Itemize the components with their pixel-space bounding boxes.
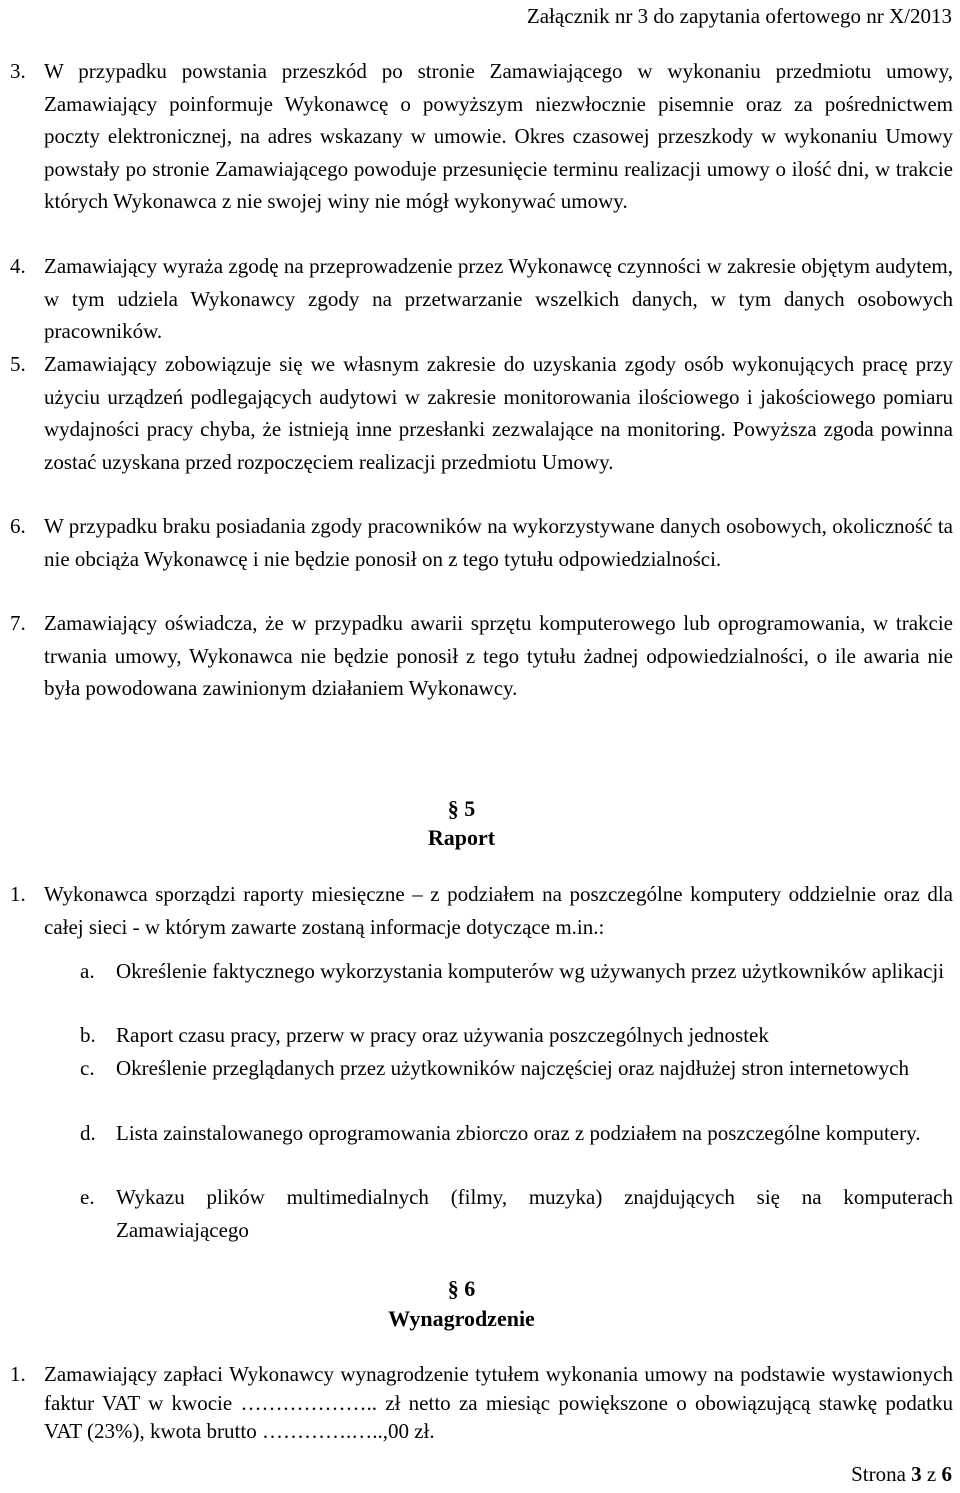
list-item-3	[10, 55, 953, 218]
item-text: Wykonawca sporządzi raporty miesięczne – z podziałem na poszczególne komputery oddzielnie oraz dla całej sieci - w którym zawarte zostaną informacje dotyczące m.in.:	[44, 882, 953, 939]
sub-item-text: Określenie przeglądanych przez użytkowników najczęściej oraz najdłużej stron internetowych	[116, 1056, 909, 1080]
item-number: 1.	[10, 1362, 26, 1386]
document-header: Załącznik nr 3 do zapytania ofertowego nr X/2013	[526, 4, 952, 28]
item-text: Zamawiający zapłaci Wykonawcy wynagrodzenie tytułem wykonania umowy na podstawie wystawionych faktur VAT w kwocie ……………….. zł netto za miesiąc powiększone o obowiązującą stawkę podatku VAT (23%), kwota brutto ………….…..,00 zł.	[44, 1362, 953, 1443]
item-number: 1.	[10, 882, 26, 906]
section-6-item-1	[10, 1360, 953, 1446]
item-text: Zamawiający oświadcza, że w przypadku awarii sprzętu komputerowego lub oprogramowania, w trakcie trwania umowy, Wykonawca nie będzie ponosił z tego tytułu żadnej odpowiedzialności, o ile awaria nie była powodowana zawinionym działaniem Wykonawcy.	[44, 611, 953, 700]
section-5-title: Raport	[427, 825, 496, 850]
section-5-item-1	[10, 878, 953, 943]
list-item-7	[10, 607, 953, 705]
item-number: 4.	[10, 254, 26, 278]
page-number-current: 3	[911, 1462, 922, 1486]
item-number: 6.	[10, 514, 26, 538]
sub-item-text: Wykazu plików multimedialnych (filmy, muzyka) znajdujących się na komputerach Zamawiającego	[116, 1185, 953, 1242]
item-text: W przypadku braku posiadania zgody pracowników na wykorzystywane danych osobowych, okoliczność ta nie obciąża Wykonawcę i nie będzie ponosił on z tego tytułu odpowiedzialności.	[44, 514, 953, 571]
list-item-4	[10, 250, 953, 348]
sub-item-letter: b.	[80, 1023, 96, 1047]
sub-item-text: Lista zainstalowanego oprogramowania zbiorczo oraz z podziałem na poszczególne komputery.	[116, 1121, 921, 1145]
section-6-sign: § 6	[447, 1276, 476, 1301]
section-5-sign: § 5	[447, 796, 476, 821]
item-number: 5.	[10, 352, 26, 376]
sub-item-b	[80, 1019, 953, 1052]
page-number-prefix: Strona	[851, 1462, 912, 1486]
page-number-total: 6	[941, 1462, 952, 1486]
sub-item-text: Określenie faktycznego wykorzystania komputerów wg używanych przez użytkowników aplikacji	[116, 959, 945, 983]
sub-item-d	[80, 1117, 953, 1150]
sub-item-text: Raport czasu pracy, przerw w pracy oraz używania poszczególnych jednostek	[116, 1023, 769, 1047]
sub-item-letter: a.	[80, 959, 95, 983]
item-number: 3.	[10, 59, 26, 83]
item-text: W przypadku powstania przeszkód po stronie Zamawiającego w wykonaniu przedmiotu umowy, Zamawiający poinformuje Wykonawcę o powyższym niezwłocznie pisemnie oraz za pośrednictwem poczty elektronicznej, na adres wskazany w umowie. Okres czasowej przeszkody w wykonaniu Umowy powstały po stronie Zamawiającego powoduje przesunięcie terminu realizacji umowy o ilość dni, w trakcie których Wykonawca z nie swojej winy nie mógł wykonywać umowy.	[44, 59, 953, 213]
sub-item-letter: c.	[80, 1056, 95, 1080]
page-number	[851, 1462, 952, 1487]
sub-item-e	[80, 1181, 953, 1246]
list-item-6	[10, 510, 953, 575]
sub-item-a	[80, 955, 953, 988]
sub-item-letter: e.	[80, 1185, 95, 1209]
item-text: Zamawiający wyraża zgodę na przeprowadzenie przez Wykonawcę czynności w zakresie objętym audytem, w tym udziela Wykonawcy zgody na przetwarzanie wszelkich danych, w tym danych osobowych pracowników.	[44, 254, 953, 343]
item-number: 7.	[10, 611, 26, 635]
section-6-title: Wynagrodzenie	[388, 1306, 535, 1331]
list-item-5	[10, 348, 953, 478]
sub-item-c	[80, 1052, 953, 1085]
item-text: Zamawiający zobowiązuje się we własnym zakresie do uzyskania zgody osób wykonujących pracę przy użyciu urządzeń podlegających audytowi w zakresie monitorowania ilościowego i jakościowego pomiaru wydajności pracy chyba, że istnieją inne przesłanki zezwalające na monitoring. Powyższa zgoda powinna zostać uzyskana przed rozpoczęciem realizacji przedmiotu Umowy.	[44, 352, 953, 474]
page-number-middle: z	[921, 1462, 942, 1486]
sub-item-letter: d.	[80, 1121, 96, 1145]
